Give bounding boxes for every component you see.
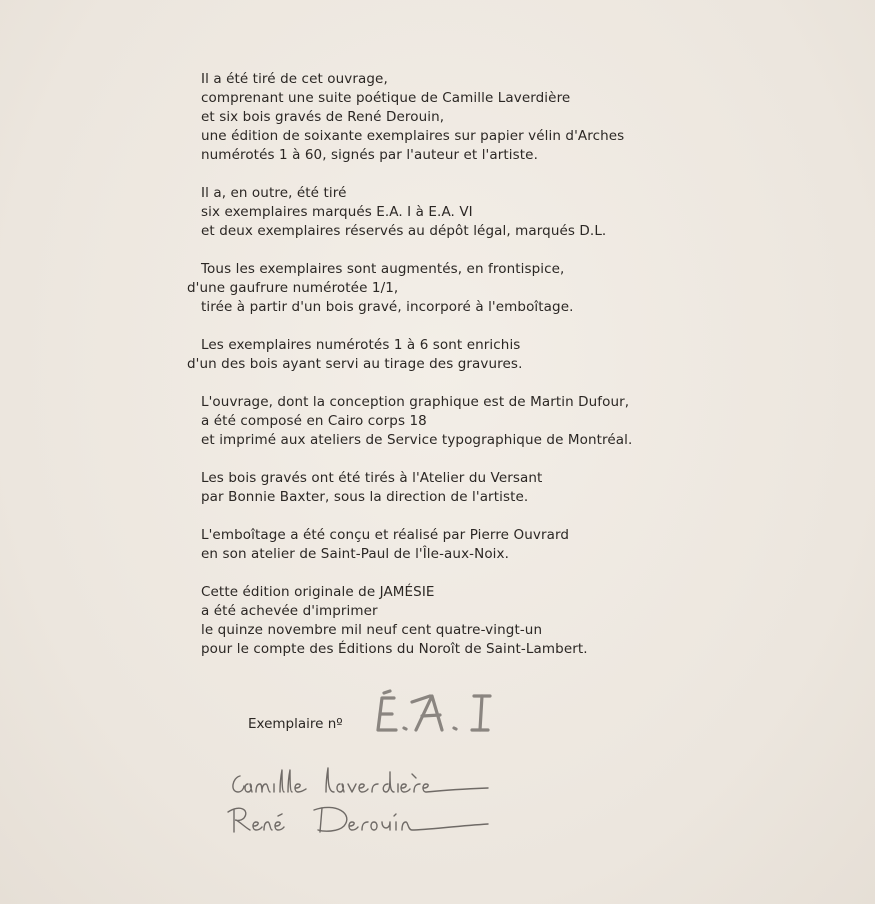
- paragraph-case: [201, 526, 761, 564]
- paragraph-extra-copies: [201, 184, 761, 241]
- text-line: numérotés 1 à 60, signés par l'auteur et l'artiste.: [201, 147, 538, 163]
- text-line: en son atelier de Saint-Paul de l'Île-aux-Noix.: [201, 546, 510, 562]
- text-line: a été composé en Cairo corps 18: [201, 413, 427, 429]
- text-line: L'emboîtage a été conçu et réalisé par Pierre Ouvrard: [201, 527, 570, 543]
- paragraph-frontispiece: [187, 260, 761, 317]
- paragraph-printing: [201, 469, 761, 507]
- text-line: et six bois gravés de René Derouin,: [201, 109, 445, 125]
- colophon-text: [187, 70, 761, 678]
- text-line: le quinze novembre mil neuf cent quatre-vingt-un: [201, 622, 543, 638]
- paragraph-typography: [201, 393, 761, 450]
- paragraph-enriched: [187, 336, 761, 374]
- text-line: Tous les exemplaires sont augmentés, en frontispice,: [201, 261, 565, 277]
- paragraph-achieve: [201, 583, 761, 659]
- text-line: d'un des bois ayant servi au tirage des gravures.: [187, 356, 523, 372]
- text-line: comprenant une suite poétique de Camille Laverdière: [201, 90, 571, 106]
- text-line: six exemplaires marqués E.A. I à E.A. VI: [201, 204, 473, 220]
- text-line: et deux exemplaires réservés au dépôt légal, marqués D.L.: [201, 223, 607, 239]
- text-line: L'ouvrage, dont la conception graphique est de Martin Dufour,: [201, 394, 630, 410]
- text-line: d'une gaufrure numérotée 1/1,: [187, 280, 399, 296]
- text-line: Il a été tiré de cet ouvrage,: [201, 71, 388, 87]
- text-line: Il a, en outre, été tiré: [201, 185, 347, 201]
- paragraph-edition: [201, 70, 761, 165]
- text-line: une édition de soixante exemplaires sur papier vélin d'Arches: [201, 128, 625, 144]
- text-line: pour le compte des Éditions du Noroît de Saint-Lambert.: [201, 641, 588, 657]
- text-line: tirée à partir d'un bois gravé, incorporé à l'emboîtage.: [201, 299, 574, 315]
- text-line: par Bonnie Baxter, sous la direction de l'artiste.: [201, 489, 529, 505]
- exemplaire-label: Exemplaire nº: [248, 716, 343, 732]
- text-line: Les bois gravés ont été tirés à l'Atelier du Versant: [201, 470, 543, 486]
- text-line: et imprimé aux ateliers de Service typographique de Montréal.: [201, 432, 633, 448]
- text-line: Cette édition originale de JAMÉSIE: [201, 584, 435, 600]
- handwritten-copy-number: [372, 688, 522, 742]
- text-line: Les exemplaires numérotés 1 à 6 sont enrichis: [201, 337, 521, 353]
- artist-signature: [226, 800, 506, 844]
- text-line: a été achevée d'imprimer: [201, 603, 378, 619]
